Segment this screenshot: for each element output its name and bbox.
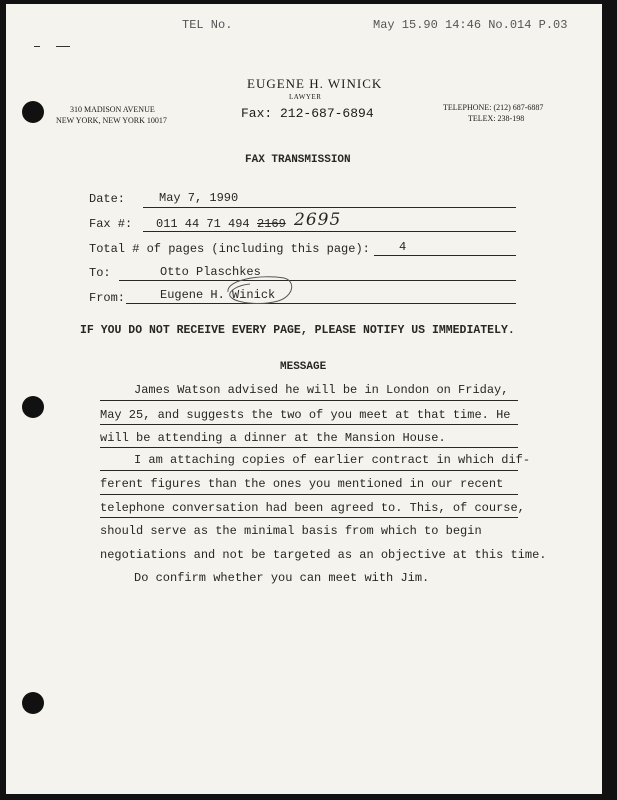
fax-timestamp: May 15.90 14:46 No.014 P.03 [373, 18, 568, 32]
letterhead-title: LAWYER [289, 93, 322, 101]
date-label: Date: [89, 192, 126, 206]
fax-number-label: Fax #: [89, 217, 133, 231]
pages-value: 4 [399, 240, 407, 254]
fax-tel-label: TEL No. [182, 18, 233, 32]
pages-underline [374, 255, 516, 256]
message-line: May 25, and suggests the two of you meet at that time. He [100, 408, 511, 422]
notice-text: IF YOU DO NOT RECEIVE EVERY PAGE, PLEASE NOTIFY US IMMEDIATELY. [80, 324, 515, 337]
fax-number-underline [143, 231, 516, 232]
to-underline [119, 280, 516, 281]
fax-heading: FAX TRANSMISSION [245, 154, 351, 166]
message-rule [100, 517, 518, 518]
letterhead-address-1: 310 MADISON AVENUE [70, 105, 155, 114]
message-line: I am attaching copies of earlier contract in which dif- [134, 453, 531, 467]
message-heading: MESSAGE [280, 361, 327, 373]
message-rule [100, 470, 518, 471]
message-rule [100, 447, 518, 448]
letterhead-telex: TELEX: 238-198 [468, 114, 525, 123]
message-line: Do confirm whether you can meet with Jim. [134, 571, 430, 585]
message-rule [100, 424, 518, 425]
from-label: From: [89, 291, 126, 305]
fax-page [6, 4, 602, 794]
message-line: will be attending a dinner at the Mansion House. [100, 431, 446, 445]
binder-hole [22, 692, 44, 714]
message-line: ferent figures than the ones you mentioned in our recent [100, 477, 504, 491]
to-value: Otto Plaschkes [160, 265, 261, 279]
from-underline [126, 303, 516, 304]
from-value: Eugene H. Winick [160, 288, 276, 302]
margin-mark [34, 46, 40, 47]
binder-hole [22, 396, 44, 418]
handwritten-circle [220, 272, 294, 306]
to-label: To: [89, 266, 111, 280]
letterhead-name: EUGENE H. WINICK [247, 76, 383, 91]
margin-mark [56, 46, 70, 47]
fax-number-handwritten: 2695 [294, 210, 342, 230]
fax-number-value: 011 44 71 494 [156, 217, 250, 231]
date-value: May 7, 1990 [159, 191, 239, 205]
letterhead-telephone: TELEPHONE: (212) 687-6887 [443, 103, 544, 112]
fax-number-struck: 2169 [257, 217, 286, 231]
pages-label: Total # of pages (including this page): [89, 242, 370, 256]
message-line: telephone conversation had been agreed to. This, of course, [100, 501, 525, 515]
binder-hole [22, 101, 44, 123]
message-rule [100, 400, 518, 401]
message-rule [100, 494, 518, 495]
message-line: James Watson advised he will be in London on Friday, [134, 383, 509, 397]
letterhead-fax: Fax: 212-687-6894 [241, 106, 374, 121]
date-underline [143, 207, 516, 208]
message-line: negotiations and not be targeted as an objective at this time. [100, 548, 547, 562]
letterhead-address-2: NEW YORK, NEW YORK 10017 [56, 116, 167, 125]
message-line: should serve as the minimal basis from which to begin [100, 524, 482, 538]
